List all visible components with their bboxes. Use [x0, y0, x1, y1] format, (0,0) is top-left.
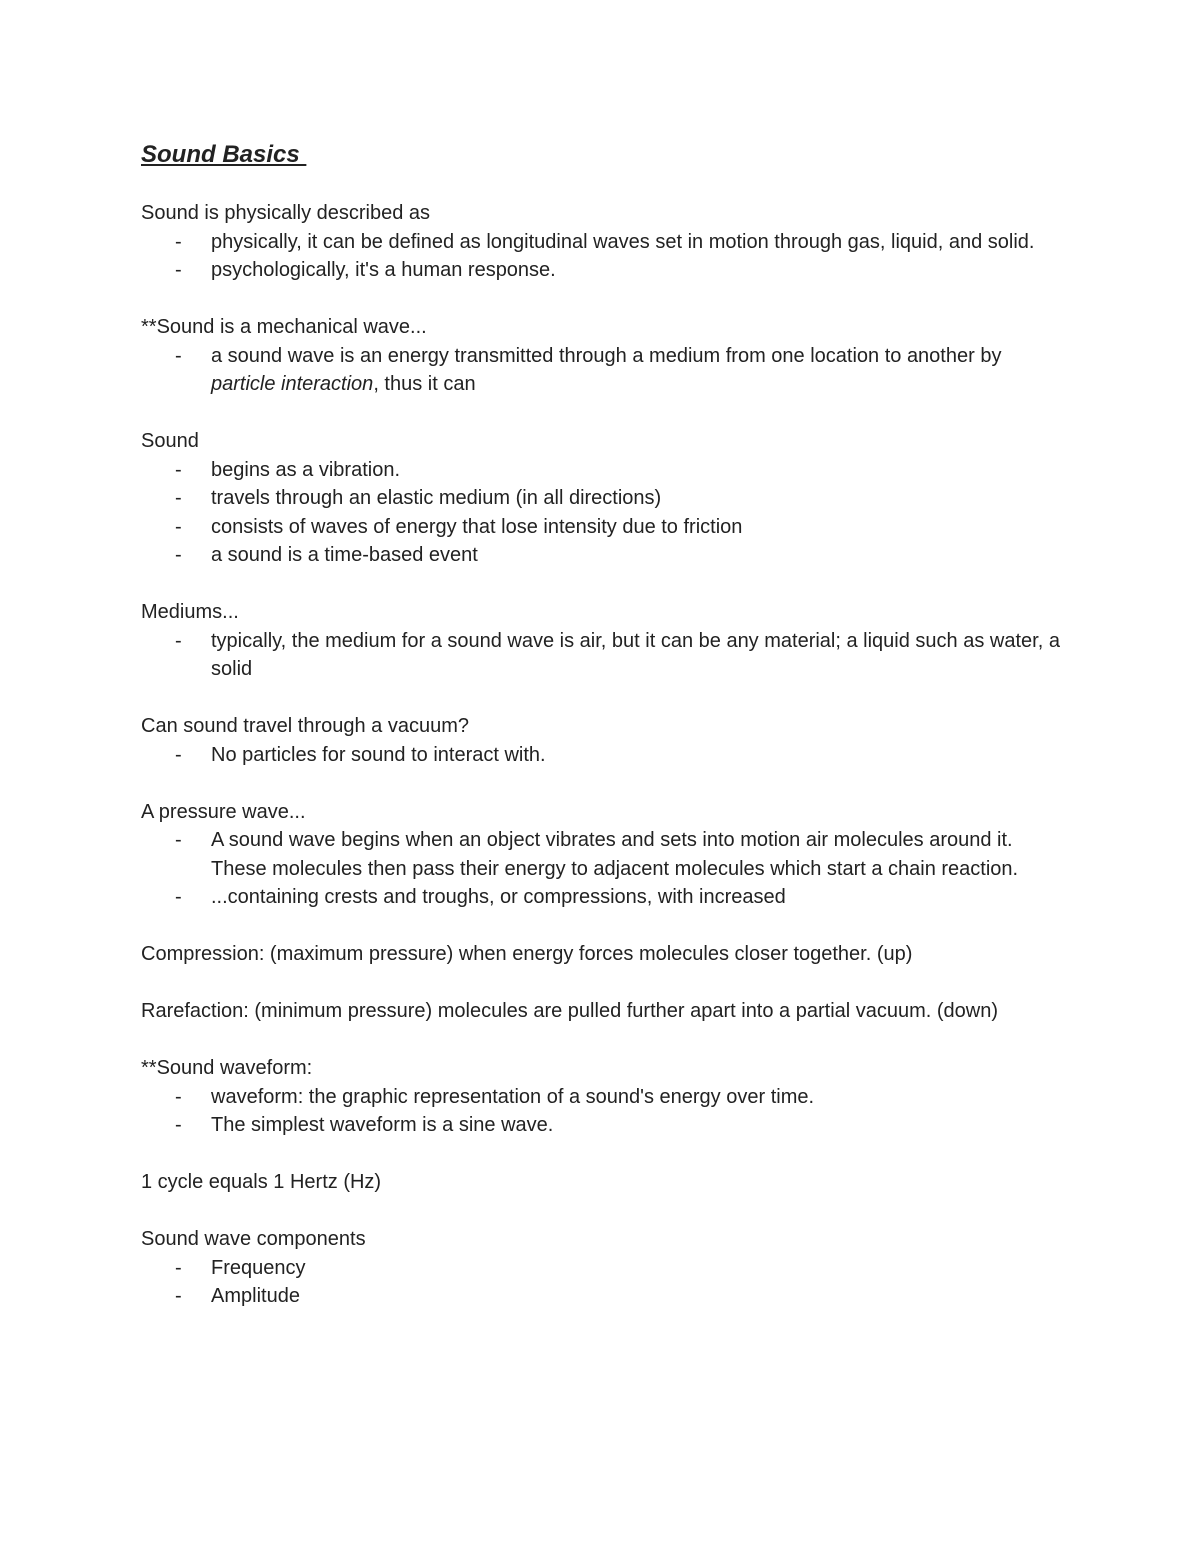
- list-item: [141, 1254, 1071, 1283]
- dash-marker: -: [175, 259, 182, 281]
- list-item: [141, 456, 1071, 485]
- section-pressure-wave: [141, 798, 1071, 912]
- dash-marker: -: [175, 1285, 182, 1307]
- section-heading: Sound: [141, 430, 199, 452]
- dash-marker: -: [175, 344, 182, 367]
- section-heading: Sound wave components: [141, 1228, 366, 1250]
- bullet-list: [141, 342, 1071, 399]
- list-item-text: consists of waves of energy that lose intensity due to friction: [211, 515, 743, 538]
- list-item: [141, 1282, 1071, 1311]
- list-item: [141, 627, 1071, 684]
- list-item-text: begins as a vibration.: [211, 458, 401, 481]
- section-vacuum: [141, 712, 1071, 769]
- hertz-statement: 1 cycle equals 1 Hertz (Hz): [141, 1171, 382, 1193]
- list-item: [141, 342, 1071, 399]
- section-heading: Mediums...: [141, 601, 239, 623]
- dash-marker: -: [175, 1256, 182, 1279]
- list-item-text: The simplest waveform is a sine wave.: [211, 1114, 554, 1136]
- compression-definition: Compression: (maximum pressure) when energy forces molecules closer together. (up): [141, 943, 913, 965]
- list-item-text: ...containing crests and troughs, or compressions, with increased: [211, 886, 786, 908]
- dash-marker: -: [175, 230, 182, 253]
- section-hertz: [141, 1168, 1071, 1197]
- list-item: [141, 228, 1071, 257]
- list-item: [141, 484, 1071, 513]
- dash-marker: -: [175, 1085, 182, 1108]
- list-item: [141, 741, 1071, 770]
- section-sound: [141, 427, 1071, 570]
- list-item: [141, 1083, 1071, 1112]
- list-item: [141, 826, 1071, 883]
- list-item-text-end: , thus it can: [373, 373, 476, 395]
- list-item-text: No particles for sound to interact with.: [211, 743, 546, 766]
- section-heading: Can sound travel through a vacuum?: [141, 715, 469, 737]
- document-page: [141, 138, 1071, 1339]
- list-item: [141, 883, 1071, 912]
- dash-marker: -: [175, 743, 182, 766]
- list-item-text: travels through an elastic medium (in all directions): [211, 487, 662, 509]
- list-item-text: a sound is a time-based event: [211, 544, 478, 566]
- section-components: [141, 1225, 1071, 1311]
- list-item: [141, 256, 1071, 285]
- bullet-list: [141, 228, 1071, 285]
- section-waveform: [141, 1054, 1071, 1140]
- section-heading: A pressure wave...: [141, 800, 306, 823]
- list-item-text: psychologically, it's a human response.: [211, 259, 556, 281]
- italic-term: particle interaction: [211, 373, 374, 395]
- list-item: [141, 513, 1071, 542]
- list-item-text: physically, it can be defined as longitudinal waves set in motion through gas, liquid, and solid.: [211, 230, 1035, 253]
- list-item: [141, 541, 1071, 570]
- dash-marker: -: [175, 886, 182, 908]
- bullet-list: [141, 741, 1071, 770]
- list-item-text: Amplitude: [211, 1285, 300, 1307]
- section-compression: [141, 940, 1071, 969]
- dash-marker: -: [175, 487, 182, 509]
- bullet-list: [141, 627, 1071, 684]
- rarefaction-definition: Rarefaction: (minimum pressure) molecules are pulled further apart into a partial vacuum. (down): [141, 1000, 999, 1022]
- section-heading: **Sound waveform:: [141, 1057, 313, 1079]
- bullet-list: [141, 456, 1071, 570]
- dash-marker: -: [175, 629, 182, 652]
- dash-marker: -: [175, 458, 182, 481]
- dash-marker: -: [175, 1114, 182, 1136]
- bullet-list: [141, 826, 1071, 912]
- bullet-list: [141, 1254, 1071, 1311]
- bullet-list: [141, 1083, 1071, 1140]
- dash-marker: -: [175, 515, 182, 538]
- list-item-text: Frequency: [211, 1256, 306, 1279]
- section-mechanical-wave: [141, 313, 1071, 399]
- section-mediums: [141, 598, 1071, 684]
- section-heading: Sound is physically described as: [141, 202, 431, 224]
- list-item-text: A sound wave begins when an object vibrates and sets into motion air molecules around it. These molecules then pass their energy to adjacent molecules which start a chain reaction.: [211, 829, 1019, 880]
- section-physical-description: [141, 199, 1071, 285]
- list-item-text: a sound wave is an energy transmitted through a medium from one location to another by: [211, 344, 1002, 367]
- list-item: [141, 1111, 1071, 1140]
- list-item-text: typically, the medium for a sound wave is air, but it can be any material; a liquid such as water, a solid: [211, 629, 1060, 680]
- section-heading: **Sound is a mechanical wave...: [141, 316, 427, 338]
- page-title: Sound Basics: [141, 141, 307, 168]
- section-rarefaction: [141, 997, 1071, 1026]
- dash-marker: -: [175, 544, 182, 566]
- dash-marker: -: [175, 829, 182, 851]
- list-item-text: waveform: the graphic representation of a sound's energy over time.: [211, 1085, 815, 1108]
